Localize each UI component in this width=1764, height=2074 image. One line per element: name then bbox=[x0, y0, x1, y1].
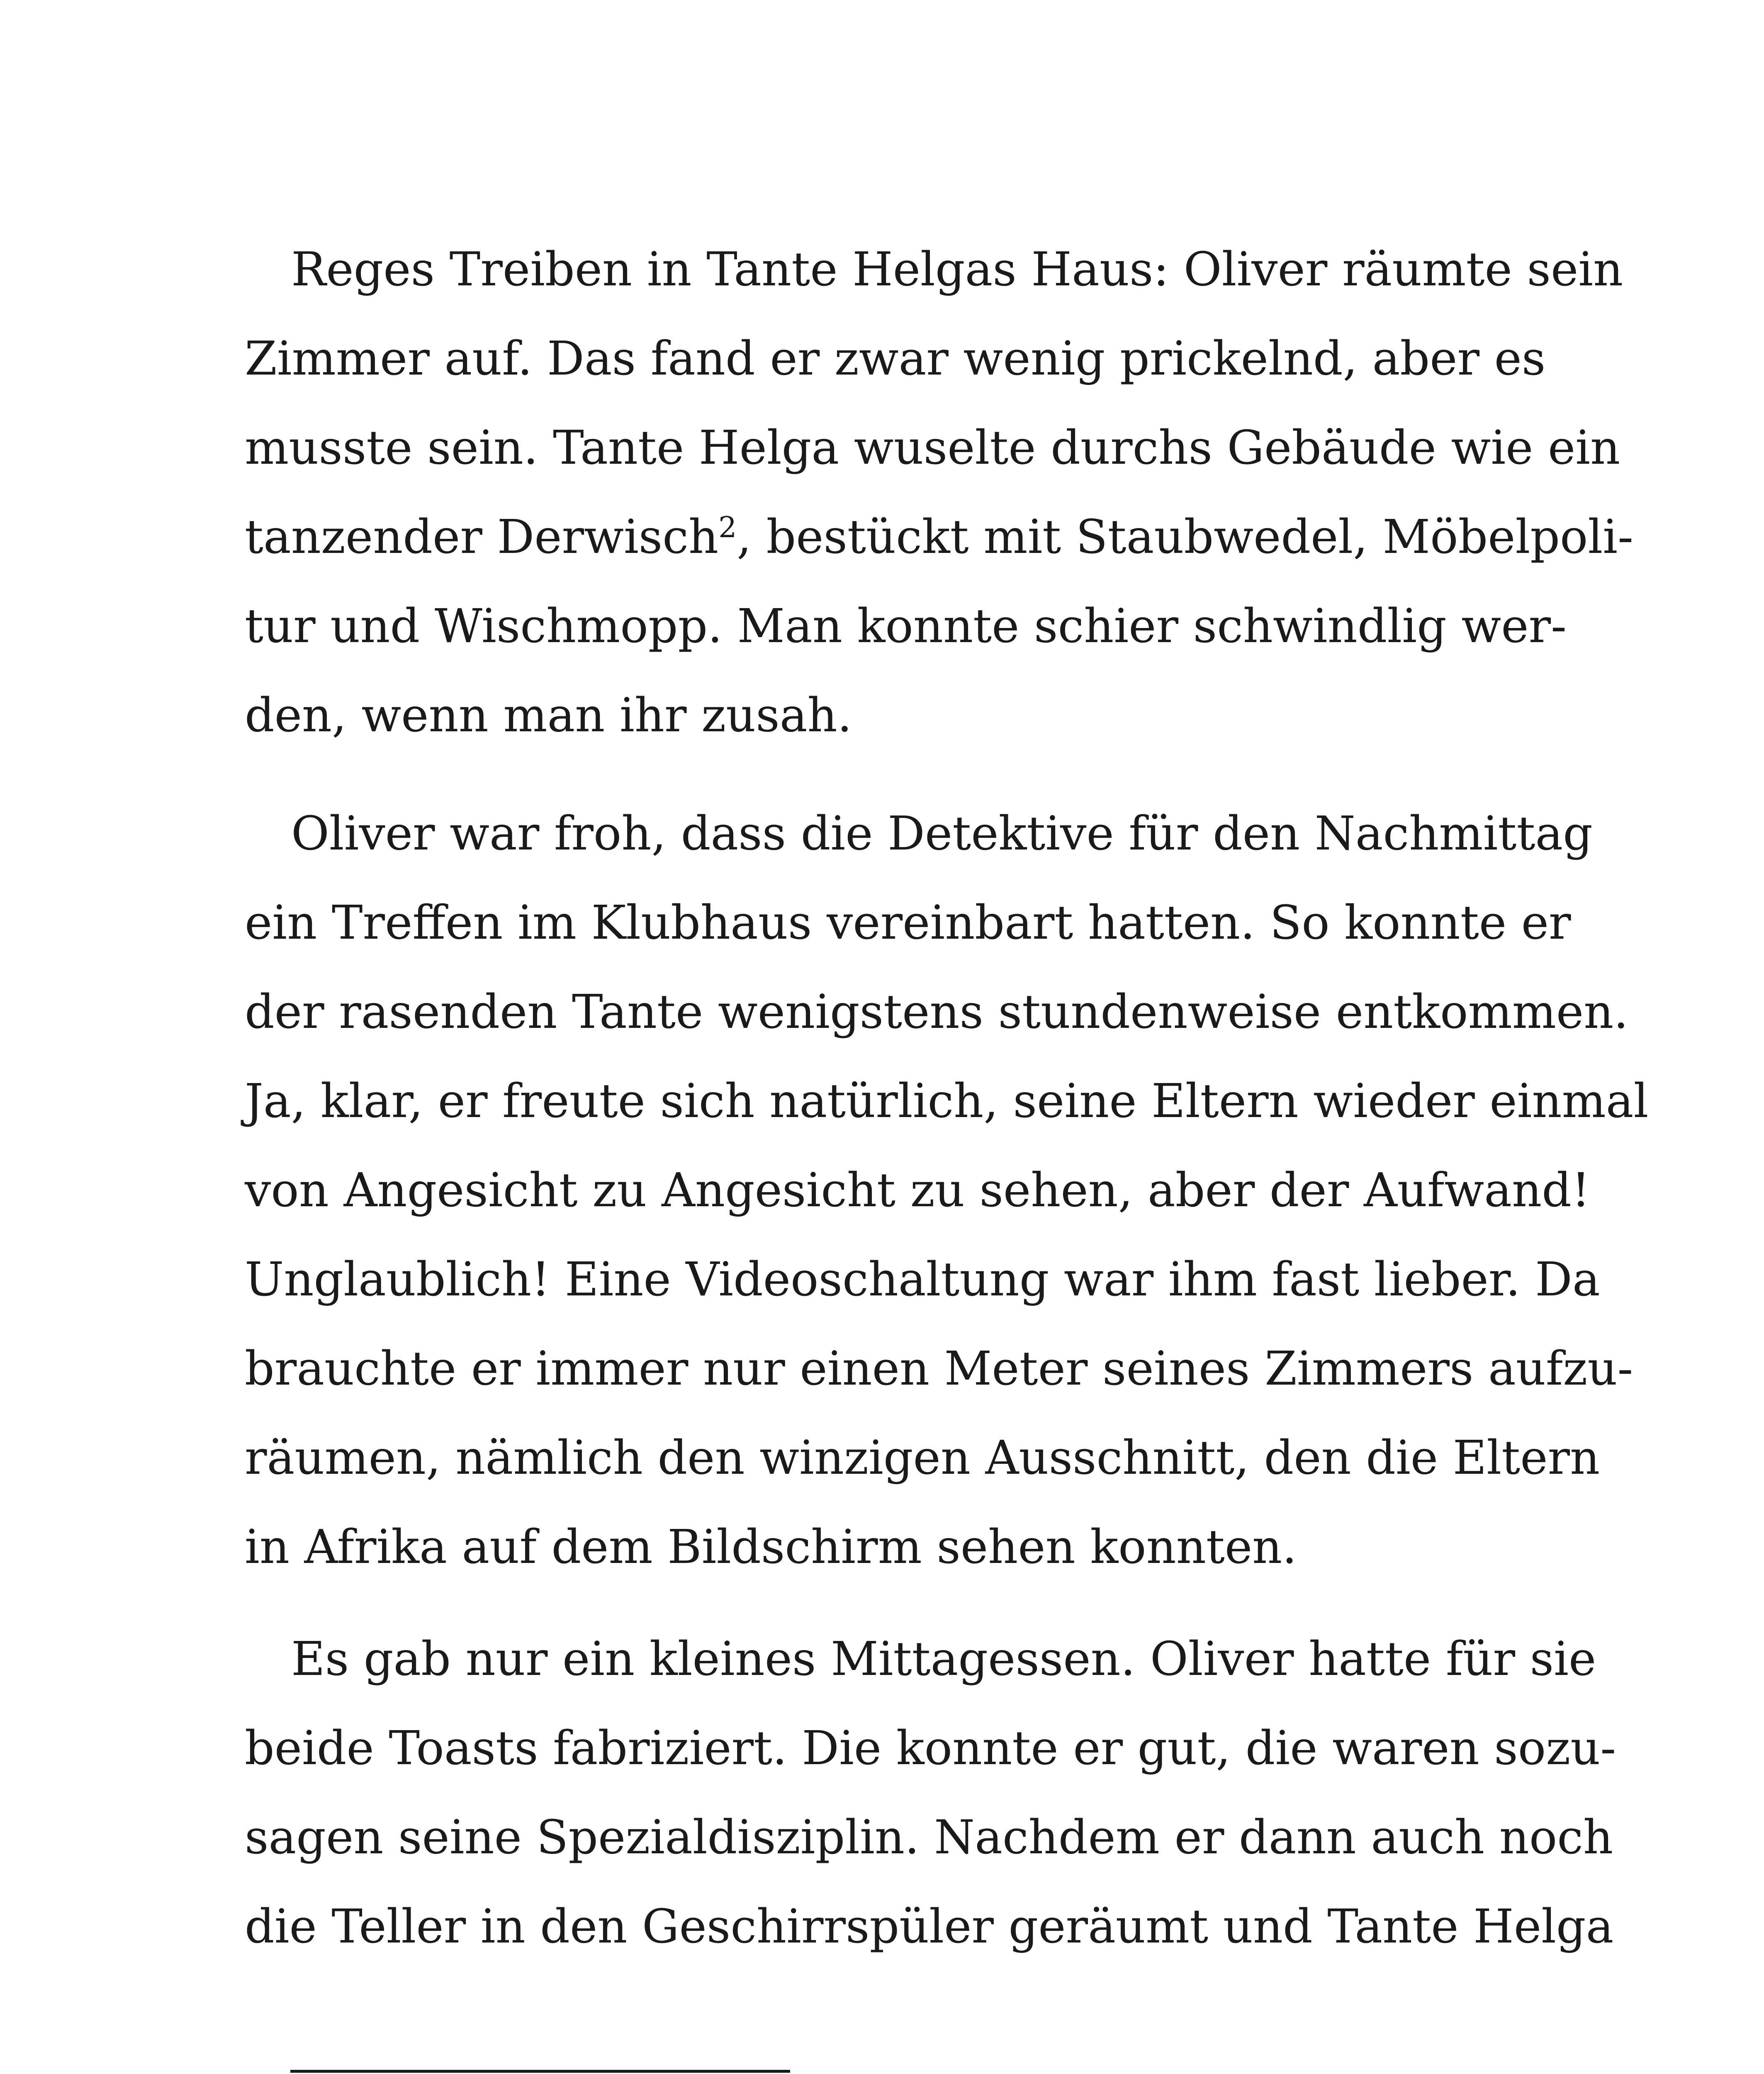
text-line: musste sein. Tante Helga wuselte durchs Gebäude wie ein bbox=[245, 421, 1620, 475]
text-line: Ja, klar, er freute sich natürlich, seine Eltern wieder einmal bbox=[245, 1074, 1649, 1128]
text-line: Es gab nur ein kleines Mittagessen. Oliver hatte für sie bbox=[291, 1632, 1596, 1686]
text-line: beide Toasts fabriziert. Die konnte er gut, die waren sozu- bbox=[245, 1721, 1616, 1775]
text-line: ein Treffen im Klubhaus vereinbart hatten. So konnte er bbox=[245, 896, 1571, 950]
text-fragment: , bestückt mit Staubwedel, Möbelpoli- bbox=[737, 510, 1633, 564]
text-line: tur und Wischmopp. Man konnte schier schwindlig wer- bbox=[245, 599, 1567, 653]
footnote-divider bbox=[290, 2070, 790, 2073]
text-line: die Teller in den Geschirrspüler geräumt und Tante Helga bbox=[245, 1900, 1614, 1954]
text-line: in Afrika auf dem Bildschirm sehen konnten. bbox=[245, 1520, 1297, 1574]
text-line: Reges Treiben in Tante Helgas Haus: Oliver räumte sein bbox=[291, 243, 1623, 297]
footnote-reference[interactable]: 2 bbox=[718, 511, 737, 544]
text-line: Unglaublich! Eine Videoschaltung war ihm fast lieber. Da bbox=[245, 1253, 1600, 1307]
text-fragment: tanzender Derwisch bbox=[245, 510, 719, 564]
text-line: räumen, nämlich den winzigen Ausschnitt, den die Eltern bbox=[245, 1431, 1600, 1485]
text-line: sagen seine Spezialdisziplin. Nachdem er dann auch noch bbox=[245, 1811, 1613, 1865]
text-line: Oliver war froh, dass die Detektive für den Nachmittag bbox=[291, 807, 1593, 861]
text-line: von Angesicht zu Angesicht zu sehen, aber der Aufwand! bbox=[245, 1164, 1590, 1217]
text-line: brauchte er immer nur einen Meter seines Zimmers aufzu- bbox=[245, 1342, 1633, 1396]
text-line-with-footnote-mark bbox=[245, 508, 1633, 566]
text-line: Zimmer auf. Das fand er zwar wenig prickelnd, aber es bbox=[245, 332, 1546, 386]
text-line: der rasenden Tante wenigstens stundenweise entkommen. bbox=[245, 985, 1628, 1039]
text-line: den, wenn man ihr zusah. bbox=[245, 689, 852, 742]
